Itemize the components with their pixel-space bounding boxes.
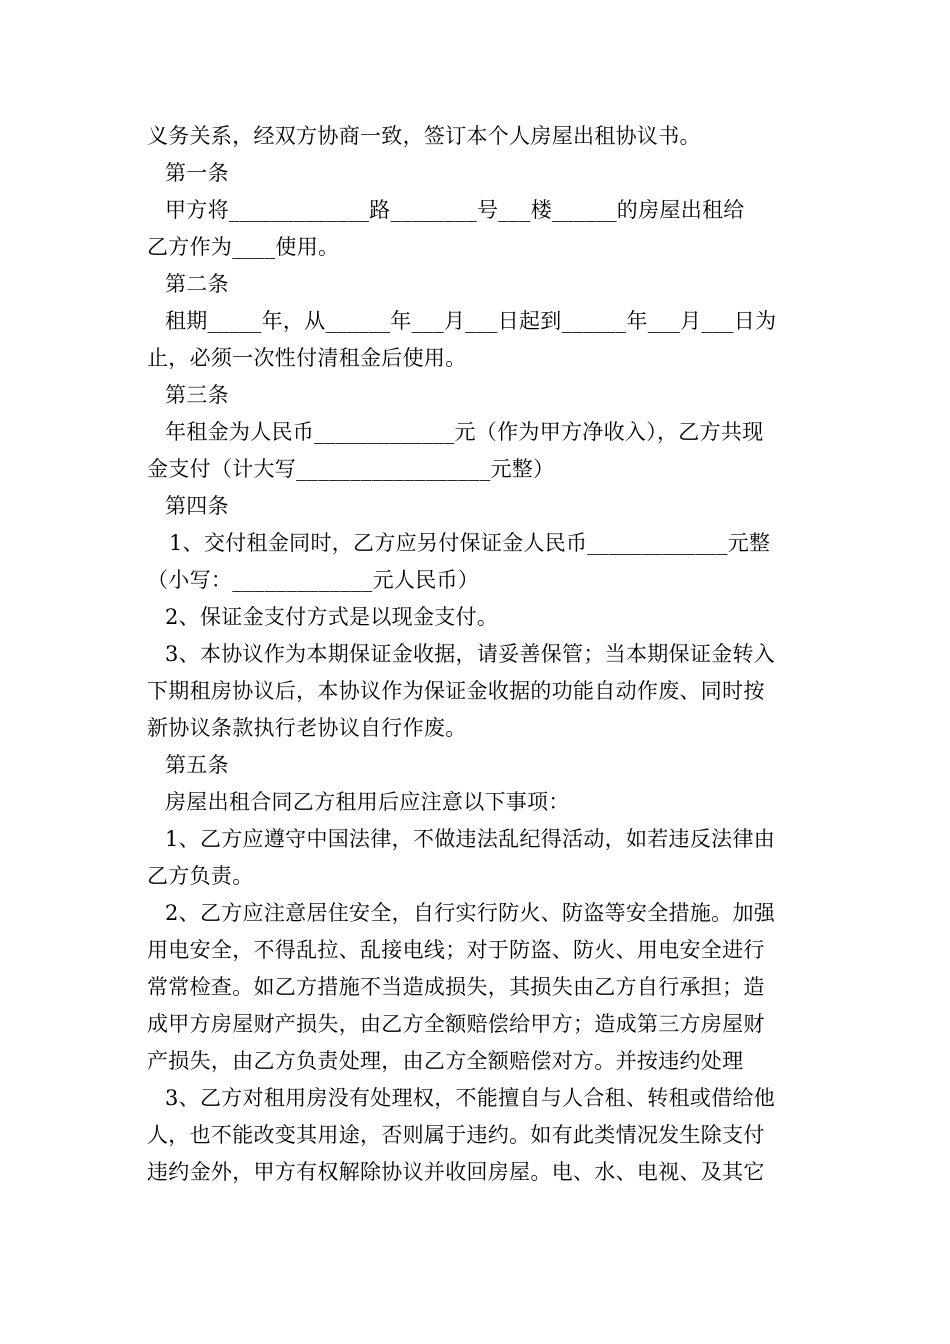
text-line: 房屋出租合同乙方租用后应注意以下事项： — [165, 790, 570, 814]
text-line: 2、乙方应注意居住安全，自行实行防火、防盗等安全措施。加强 — [165, 901, 776, 925]
text-line: （小写：_____________元人民币） — [147, 568, 480, 592]
text-line: 2、保证金支付方式是以现金支付。 — [165, 605, 499, 629]
article-heading: 第五条 — [165, 753, 229, 777]
text-line: 违约金外，甲方有权解除协议并收回房屋。电、水、电视、及其它 — [147, 1160, 765, 1184]
text-line: 下期租房协议后，本协议作为保证金收据的功能自动作废、同时按 — [147, 679, 765, 703]
text-line: 义务关系，经双方协商一致，签订本个人房屋出租协议书。 — [147, 124, 701, 148]
text-line: 人，也不能改变其用途，否则属于违约。如有此类情况发生除支付 — [147, 1123, 765, 1147]
text-line: 租期_____年，从______年___月___日起到______年___月___日为 — [165, 309, 777, 333]
text-line: 产损失，由乙方负责处理，由乙方全额赔偿对方。并按违约处理 — [147, 1049, 744, 1073]
text-line: 甲方将_____________路________号___楼______的房屋出租给 — [165, 198, 745, 222]
text-line: 3、乙方对租用房没有处理权，不能擅自与人合租、转租或借给他 — [165, 1086, 776, 1110]
text-line: 乙方负责。 — [147, 864, 254, 888]
article-heading: 第一条 — [165, 161, 229, 185]
text-line: 年租金为人民币_____________元（作为甲方净收入），乙方共现 — [165, 420, 764, 444]
text-line: 3、本协议作为本期保证金收据，请妥善保管；当本期保证金转入 — [165, 642, 776, 666]
text-line: 金支付（计大写__________________元整） — [147, 457, 555, 481]
text-line: 1、交付租金同时，乙方应另付保证金人民币_____________元整 — [169, 531, 771, 555]
article-heading: 第三条 — [165, 383, 229, 407]
text-line: 成甲方房屋财产损失，由乙方全额赔偿给甲方；造成第三方房屋财 — [147, 1012, 765, 1036]
text-line: 用电安全，不得乱拉、乱接电线；对于防盗、防火、用电安全进行 — [147, 938, 765, 962]
text-line: 乙方作为____使用。 — [147, 235, 340, 259]
article-heading: 第四条 — [165, 494, 229, 518]
text-line: 止，必须一次性付清租金后使用。 — [147, 346, 467, 370]
document-body — [147, 118, 807, 1191]
text-line: 1、乙方应遵守中国法律，不做违法乱纪得活动，如若违反法律由 — [165, 827, 776, 851]
text-line: 常常检查。如乙方措施不当造成损失，其损失由乙方自行承担；造 — [147, 975, 765, 999]
text-line: 新协议条款执行老协议自行作废。 — [147, 716, 467, 740]
article-heading: 第二条 — [165, 272, 229, 296]
